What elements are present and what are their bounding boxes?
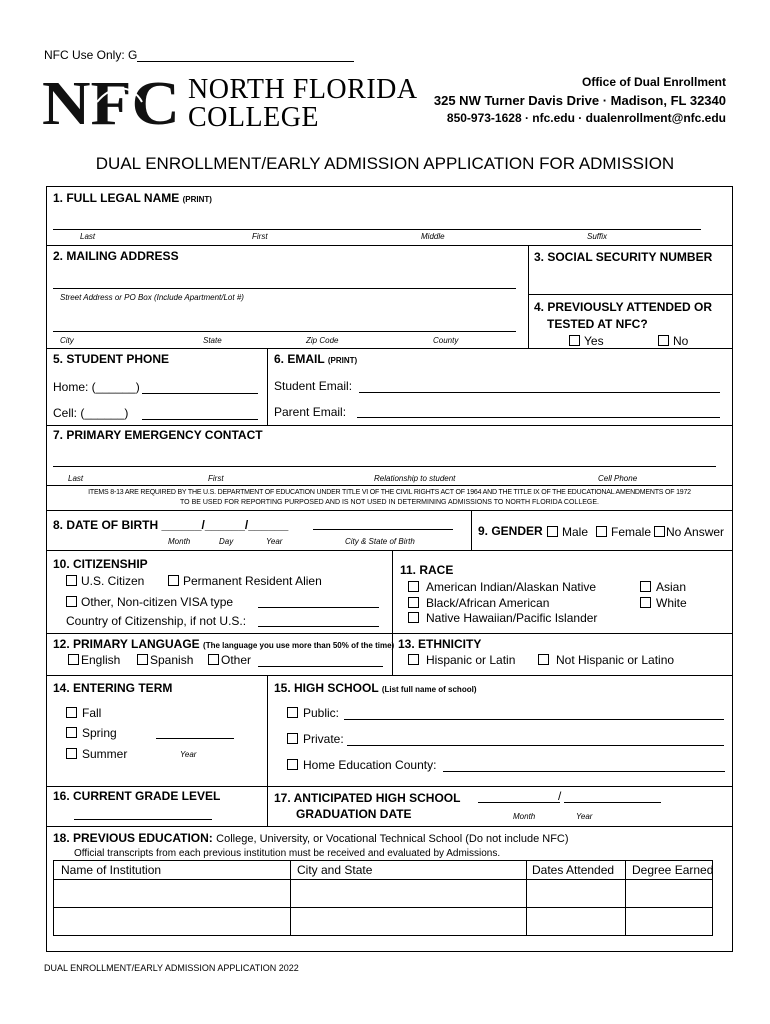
col-institution: Name of Institution xyxy=(61,863,162,877)
race-white-option[interactable] xyxy=(640,596,687,610)
s2-sub-state: State xyxy=(203,336,222,345)
home-phone-field[interactable] xyxy=(142,393,258,394)
checkbox[interactable] xyxy=(538,654,549,665)
checkbox[interactable] xyxy=(66,727,77,738)
hs-public-field[interactable] xyxy=(344,719,724,720)
logo-glyphs: NFC xyxy=(42,72,180,130)
divider xyxy=(471,510,472,550)
grad-month-field[interactable] xyxy=(478,802,560,803)
s13-label: 13. ETHNICITY xyxy=(398,637,482,651)
s2-label: 2. MAILING ADDRESS xyxy=(53,249,179,263)
emergency-contact-field[interactable] xyxy=(53,466,716,467)
checkbox[interactable] xyxy=(408,597,419,608)
race-amind-option[interactable] xyxy=(408,580,596,594)
s4-label-line2: TESTED AT NFC? xyxy=(547,317,648,331)
college-logo xyxy=(42,72,182,130)
s2-sub-county: County xyxy=(433,336,459,345)
term-spring-label: Spring xyxy=(82,726,117,740)
language-spanish-label: Spanish xyxy=(150,653,194,667)
divider xyxy=(267,675,268,786)
s5-cell-label: Cell: (______) xyxy=(53,406,129,420)
s18-note: Official transcripts from each previous institution must be received and evaluated by Admissions. xyxy=(74,848,501,859)
college-address: 325 NW Turner Davis Drive · Madison, FL 32340 xyxy=(433,93,726,108)
grade-level-field[interactable] xyxy=(74,819,212,820)
form-title: DUAL ENROLLMENT/EARLY ADMISSION APPLICATION FOR ADMISSION xyxy=(95,154,675,173)
s1-note: (PRINT) xyxy=(182,195,212,204)
table-cell[interactable] xyxy=(626,908,712,935)
checkbox[interactable] xyxy=(640,597,651,608)
race-black-option[interactable] xyxy=(408,596,549,610)
ethnicity-hispanic-option[interactable] xyxy=(408,653,515,667)
hs-home-field[interactable] xyxy=(443,771,725,772)
college-contact: 850-973-1628 · nfc.edu · dualenrollment@nfc.edu xyxy=(446,111,726,125)
gender-noanswer-label: No Answer xyxy=(666,525,725,539)
table-cell[interactable] xyxy=(291,880,526,907)
s2-sub-zip: Zip Code xyxy=(306,336,339,345)
checkbox[interactable] xyxy=(287,759,298,770)
checkbox[interactable] xyxy=(408,612,419,623)
term-summer-option[interactable] xyxy=(66,747,127,761)
table-cell[interactable] xyxy=(527,908,625,935)
hs-home-option[interactable] xyxy=(287,758,436,772)
divider xyxy=(528,294,732,295)
citizenship-us-label: U.S. Citizen xyxy=(81,574,145,588)
s3-label: 3. SOCIAL SECURITY NUMBER xyxy=(534,250,713,264)
checkbox[interactable] xyxy=(658,335,669,346)
ethnicity-not-hispanic-label: Not Hispanic or Latino xyxy=(556,653,675,667)
language-english-label: English xyxy=(81,653,121,667)
divider xyxy=(47,348,732,349)
race-hawaiian-option[interactable] xyxy=(408,611,597,625)
birth-place-field[interactable] xyxy=(313,529,453,530)
checkbox[interactable] xyxy=(168,575,179,586)
s11-label: 11. RACE xyxy=(400,563,454,577)
term-year-field[interactable] xyxy=(156,738,234,739)
divider xyxy=(392,633,393,675)
previous-education-table xyxy=(53,860,713,936)
s1-sub-last: Last xyxy=(80,232,96,241)
table-cell[interactable] xyxy=(54,880,290,907)
visa-type-field[interactable] xyxy=(258,607,379,608)
language-other-field[interactable] xyxy=(258,666,383,667)
table-cell[interactable] xyxy=(54,908,290,935)
nfc-use-only-field[interactable] xyxy=(137,61,354,62)
s14-year: Year xyxy=(180,750,197,759)
citizenship-other-option[interactable] xyxy=(66,595,233,609)
gender-female-option[interactable] xyxy=(596,525,651,539)
s7-label: 7. PRIMARY EMERGENCY CONTACT xyxy=(53,428,263,442)
s12-label: 12. PRIMARY LANGUAGE xyxy=(53,637,200,651)
s8-day: Day xyxy=(219,537,234,546)
s17-label-line1: 17. ANTICIPATED HIGH SCHOOL xyxy=(274,791,461,805)
s8-month: Month xyxy=(168,537,191,546)
race-white-label: White xyxy=(656,596,687,610)
hs-public-label: Public: xyxy=(303,706,340,720)
term-fall-label: Fall xyxy=(82,706,102,720)
race-hawaiian-label: Native Hawaiian/Pacific Islander xyxy=(426,611,598,625)
s8-year: Year xyxy=(266,537,283,546)
s6-student-label: Student Email: xyxy=(274,379,353,393)
race-asian-label: Asian xyxy=(656,580,687,594)
date-separator: / xyxy=(558,789,562,803)
language-english-option[interactable] xyxy=(68,653,120,667)
citizenship-us-option[interactable] xyxy=(66,574,144,588)
s7-sub-cell: Cell Phone xyxy=(598,474,638,483)
checkbox[interactable] xyxy=(654,526,665,537)
s4-yes-label: Yes xyxy=(584,334,604,348)
notice-line1: ITEMS 8-13 ARE REQUIRED BY THE U.S. DEPARTMENT OF EDUCATION UNDER TITLE VI OF THE CIVIL RIGHTS ACT OF 1964 AND THE TITLE IX OF THE EDUCATIONAL AMENDMENTS OF 1972 xyxy=(88,489,691,496)
col-dates: Dates Attended xyxy=(532,863,615,877)
term-fall-option[interactable] xyxy=(66,706,101,720)
checkbox[interactable] xyxy=(569,335,580,346)
checkbox[interactable] xyxy=(408,581,419,592)
gender-noanswer-option[interactable] xyxy=(654,525,724,539)
s8-place: City & State of Birth xyxy=(345,537,415,546)
checkbox[interactable] xyxy=(137,654,148,665)
s4-label-line1: 4. PREVIOUSLY ATTENDED OR xyxy=(534,300,713,314)
table-cell[interactable] xyxy=(527,880,625,907)
s4-no-option[interactable] xyxy=(658,334,688,348)
s6-note: (PRINT) xyxy=(327,356,358,365)
divider xyxy=(47,550,732,551)
s18-desc: College, University, or Vocational Technical School (Do not include NFC) xyxy=(216,833,569,845)
s15-label: 15. HIGH SCHOOL xyxy=(274,681,379,695)
gender-male-label: Male xyxy=(562,525,589,539)
checkbox[interactable] xyxy=(68,654,79,665)
notice-line2: TO BE USED FOR REPORTING PURPOSED AND IS NOT USED IN DETERMINING ADMISSIONS TO NORTH FLORIDA COLLEGE. xyxy=(180,499,599,506)
city-state-zip-field[interactable] xyxy=(53,331,516,332)
s1-label: 1. FULL LEGAL NAME xyxy=(53,191,180,205)
col-city-state: City and State xyxy=(297,863,373,877)
gender-female-label: Female xyxy=(611,525,652,539)
s15-note: (List full name of school) xyxy=(381,685,477,694)
s5-label: 5. STUDENT PHONE xyxy=(53,352,170,366)
checkbox[interactable] xyxy=(408,654,419,665)
s17-month: Month xyxy=(513,812,536,821)
citizenship-alien-label: Permanent Resident Alien xyxy=(183,574,322,588)
table-cell[interactable] xyxy=(626,880,712,907)
s6-label: 6. EMAIL xyxy=(274,352,325,366)
office-name: Office of Dual Enrollment xyxy=(581,75,726,89)
gender-male-option[interactable] xyxy=(547,525,588,539)
full-name-field[interactable] xyxy=(53,229,701,230)
hs-public-option[interactable] xyxy=(287,706,339,720)
s7-sub-relationship: Relationship to student xyxy=(374,474,456,483)
term-spring-option[interactable] xyxy=(66,726,117,740)
s7-sub-first: First xyxy=(208,474,224,483)
language-spanish-option[interactable] xyxy=(137,653,193,667)
language-other-option[interactable] xyxy=(208,653,251,667)
s10-country-label: Country of Citizenship, if not U.S.: xyxy=(66,614,247,628)
hs-private-option[interactable] xyxy=(287,732,344,746)
citizenship-alien-option[interactable] xyxy=(168,574,322,588)
divider xyxy=(47,245,732,246)
nfc-use-only-label: NFC Use Only: G xyxy=(44,48,138,62)
checkbox[interactable] xyxy=(66,707,77,718)
hs-private-field[interactable] xyxy=(347,745,724,746)
divider xyxy=(47,510,732,511)
s8-label: 8. DATE OF BIRTH ______/______/______ xyxy=(53,518,289,532)
checkbox[interactable] xyxy=(640,581,651,592)
college-name-line1: NORTH FLORIDA xyxy=(188,74,418,105)
divider xyxy=(47,826,732,827)
divider xyxy=(47,485,732,486)
s2-street-hint: Street Address or PO Box (Include Apartment/Lot #) xyxy=(60,293,244,302)
race-black-label: Black/African American xyxy=(426,596,550,610)
divider xyxy=(47,633,732,634)
checkbox[interactable] xyxy=(287,733,298,744)
race-amind-label: American Indian/Alaskan Native xyxy=(426,580,597,594)
s16-label: 16. CURRENT GRADE LEVEL xyxy=(53,789,221,803)
parent-email-field[interactable] xyxy=(357,417,720,418)
table-cell[interactable] xyxy=(291,908,526,935)
footer-text: DUAL ENROLLMENT/EARLY ADMISSION APPLICATION 2022 xyxy=(44,963,299,973)
s1-sub-first: First xyxy=(252,232,268,241)
checkbox[interactable] xyxy=(287,707,298,718)
country-field[interactable] xyxy=(258,626,379,627)
checkbox[interactable] xyxy=(66,575,77,586)
ethnicity-not-hispanic-option[interactable] xyxy=(538,653,674,667)
divider xyxy=(267,786,268,826)
cell-phone-field[interactable] xyxy=(142,419,258,420)
s14-label: 14. ENTERING TERM xyxy=(53,681,173,695)
ethnicity-hispanic-label: Hispanic or Latin xyxy=(426,653,516,667)
s12-note: (The language you use more than 50% of the time) xyxy=(203,641,395,650)
grad-year-field[interactable] xyxy=(564,802,661,803)
s17-label-line2: GRADUATION DATE xyxy=(296,807,412,821)
checkbox[interactable] xyxy=(66,748,77,759)
language-other-label: Other xyxy=(221,653,252,667)
s6-parent-label: Parent Email: xyxy=(274,405,347,419)
s2-sub-city: City xyxy=(60,336,74,345)
s7-sub-last: Last xyxy=(68,474,84,483)
col-degree: Degree Earned xyxy=(632,863,714,877)
s4-yes-option[interactable] xyxy=(569,334,604,348)
divider xyxy=(47,675,732,676)
s4-no-label: No xyxy=(673,334,689,348)
street-field[interactable] xyxy=(53,288,516,289)
s18-label: 18. PREVIOUS EDUCATION: xyxy=(53,831,213,845)
checkbox[interactable] xyxy=(66,596,77,607)
hs-private-label: Private: xyxy=(303,732,344,746)
s1-sub-suffix: Suffix xyxy=(587,232,608,241)
divider xyxy=(47,425,732,426)
citizenship-other-label: Other, Non-citizen VISA type xyxy=(81,595,234,609)
divider xyxy=(267,348,268,425)
s10-label: 10. CITIZENSHIP xyxy=(53,557,148,571)
s17-year: Year xyxy=(576,812,593,821)
student-email-field[interactable] xyxy=(359,392,720,393)
hs-home-label: Home Education County: xyxy=(303,758,437,772)
checkbox[interactable] xyxy=(596,526,607,537)
college-name-line2: COLLEGE xyxy=(188,102,320,133)
checkbox[interactable] xyxy=(208,654,219,665)
checkbox[interactable] xyxy=(547,526,558,537)
divider xyxy=(47,786,732,787)
divider xyxy=(528,245,529,348)
divider xyxy=(392,550,393,633)
s1-sub-middle: Middle xyxy=(421,232,445,241)
s9-label: 9. GENDER xyxy=(478,524,543,538)
s5-home-label: Home: (______) xyxy=(53,380,140,394)
race-asian-option[interactable] xyxy=(640,580,686,594)
term-summer-label: Summer xyxy=(82,747,128,761)
